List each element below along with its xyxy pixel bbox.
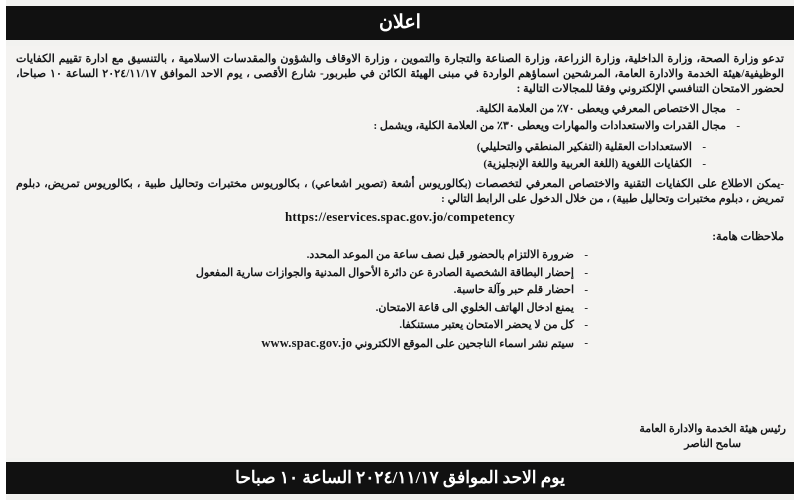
signature-name: سامح الناصر <box>684 438 742 450</box>
spac-website-url[interactable]: www.spac.gov.jo <box>261 335 353 350</box>
knowledge-competency-note: -يمكن الاطلاع على الكفايات التقنية والاختصاص المعرفي لتخصصات (بكالوريوس أشعة (تصوير اشعاعي) ، بكالوريوس مختبرات وتحاليل طبية ، بكالوريوس تمريض، دبلوم تمريض ، دبلوم مختبرات وتحاليل طبية) ، من خلال الدخول على الرابط التالي : <box>16 178 784 205</box>
announcement-title-banner: اعلان <box>6 6 794 40</box>
important-notes-label: ملاحظات هامة: <box>712 231 784 243</box>
list-item: - الاستعدادات العقلية (التفكير المنطقي والتحليلي) <box>16 139 784 156</box>
list-item: - احضار قلم حبر وآلة حاسبة. <box>16 282 784 300</box>
list-item: - مجال الاختصاص المعرفي ويعطى ٧٠٪ من العلامة الكلية. <box>16 101 784 118</box>
signature-title: رئيس هيئة الخدمة والادارة العامة <box>639 423 786 435</box>
list-item: - كل من لا يحضر الامتحان يعتبر مستنكفا. <box>16 317 784 335</box>
fields-bullet-list <box>16 101 784 135</box>
sub-bullet-list <box>16 139 784 173</box>
date-banner: يوم الاحد الموافق ٢٠٢٤/١١/١٧ الساعة ١٠ صباحا <box>6 462 794 494</box>
note-text: سيتم نشر اسماء الناجحين على الموقع الالكتروني <box>354 337 574 350</box>
competency-link[interactable]: https://eservices.spac.gov.jo/competency <box>284 209 516 224</box>
list-item: - إحضار البطاقة الشخصية الصادرة عن دائرة الأحوال المدنية والجوازات سارية المفعول <box>16 265 784 283</box>
announcement-body <box>6 46 794 458</box>
signature-block <box>639 422 786 452</box>
list-item: - مجال القدرات والاستعدادات والمهارات ويعطى ٣٠٪ من العلامة الكلية، ويشمل : <box>16 118 784 135</box>
page-right-margin <box>794 0 800 500</box>
list-item: - يمنع ادخال الهاتف الخلوي الى قاعة الامتحان. <box>16 300 784 318</box>
list-item <box>16 335 784 354</box>
list-item: - ضرورة الالتزام بالحضور قبل نصف ساعة من الموعد المحدد. <box>16 247 784 265</box>
list-item: - الكفايات اللغوية (اللغة العربية واللغة الإنجليزية) <box>16 156 784 173</box>
intro-paragraph: تدعو وزارة الصحة، وزارة الداخلية، وزارة الزراعة، وزارة الصناعة والتجارة والتموين ، وزارة الاوقاف والشؤون والمقدسات الاسلامية ، بالتنسيق مع ادارة تقييم الكفايات الوظيفية/هيئة الخدمة والادارة العامة، المرشحين اسماؤهم الواردة في مبنى الهيئة الكائن في طبربور- شارع الأقصى ، يوم الاحد الموافق ٢٠٢٤/١١/١٧ الساعة ١٠ صباحا، لحضور الامتحان التنافسي الإلكتروني وفقا للمجالات التالية : <box>16 53 784 95</box>
important-notes-list <box>16 247 784 353</box>
